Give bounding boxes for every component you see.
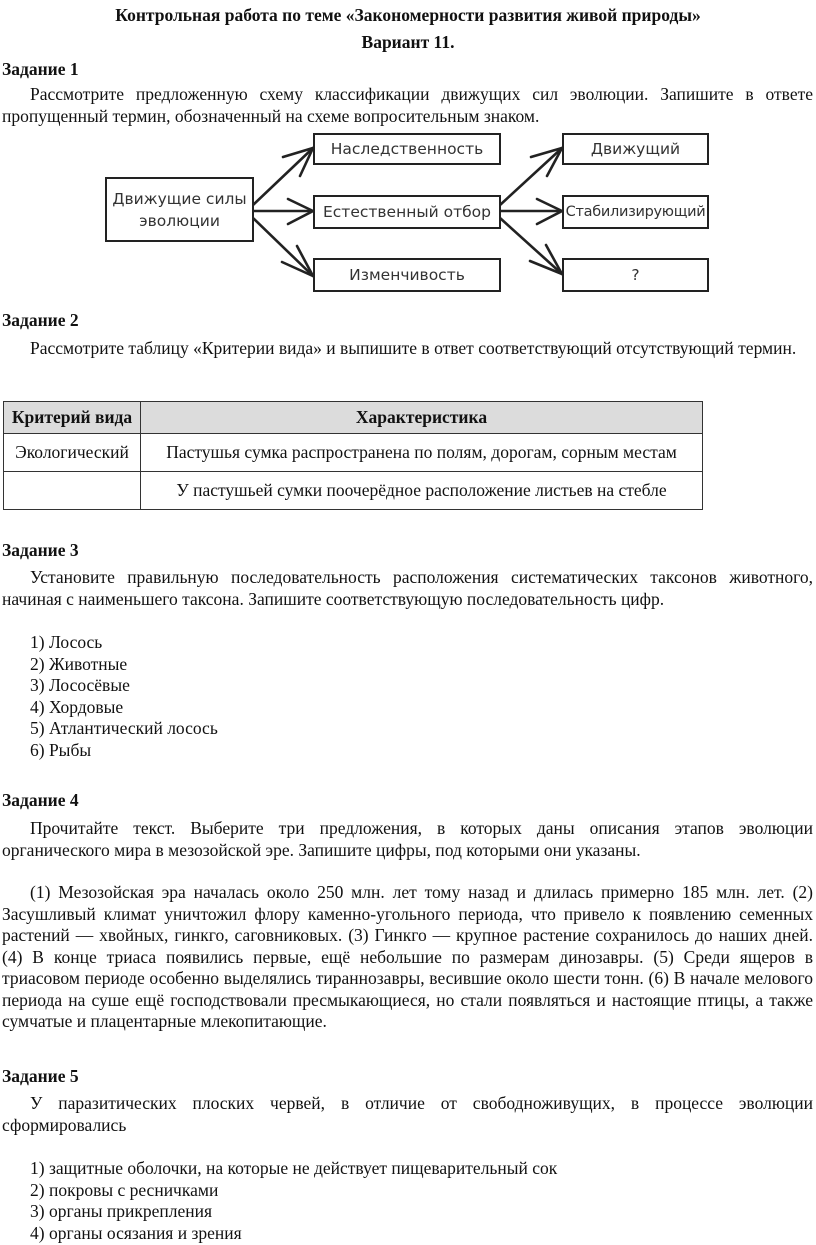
list-item: 1) Лосось xyxy=(30,632,103,652)
task3-text: Установите правильную последовательность расположения систематических таксонов животного, начиная с наименьшего таксона. Запишите соответствующую последовательность цифр. xyxy=(2,567,813,609)
table-cell-characteristic: У пастушьей сумки поочерёдное расположение листьев на стебле xyxy=(141,472,703,510)
task1-heading: Задание 1 xyxy=(2,59,79,79)
diagram-box-variability: Изменчивость xyxy=(313,258,501,292)
table-header-characteristic: Характеристика xyxy=(141,402,703,434)
list-item: 3) органы прикрепления xyxy=(30,1201,213,1221)
diagram-box-heredity: Наследственность xyxy=(313,133,501,165)
task3-heading: Задание 3 xyxy=(2,540,79,560)
task2-heading: Задание 2 xyxy=(2,310,79,330)
task2-text: Рассмотрите таблицу «Критерии вида» и выпишите в ответ соответствующий отсутствующий термин. xyxy=(30,338,797,358)
diagram-root-line2: эволюции xyxy=(139,211,220,230)
table-cell-criterion: Экологический xyxy=(4,434,141,472)
task4-passage: (1) Мезозойская эра началась около 250 млн. лет тому назад и длилась примерно 185 млн. лет. (2) Засушливый климат уничтожил флору каменно-угольного периода, что привело к появлению семенных растений — хвойных, гинкго, саговниковых. (3) Гинкго — крупное растение сохранилось до наших дней. (4) В конце триаса появились первые, ещё небольшие по размерам динозавры. (5) Среди ящеров в триасовом периоде особенно выделялись тираннозавры, весившие около шести тонн. (6) В начале мелового периода на суше ещё господствовали пресмыкающиеся, но стали появляться и настоящие птицы, а также сумчатые и плацентарные млекопитающие. xyxy=(2,882,813,1031)
table-header-criterion: Критерий вида xyxy=(4,402,141,434)
list-item: 5) Атлантический лосось xyxy=(30,718,218,738)
evolution-forces-diagram xyxy=(0,0,816,310)
task5-options xyxy=(30,1158,557,1244)
task1-text: Рассмотрите предложенную схему классификации движущих сил эволюции. Запишите в ответе пропущенный термин, обозначенный на схеме вопросительным знаком. xyxy=(2,84,813,126)
list-item: 2) Животные xyxy=(30,653,128,674)
diagram-root-line1: Движущие силы xyxy=(112,189,247,208)
list-item: 2) покровы с ресничками xyxy=(30,1179,219,1200)
list-item: 1) защитные оболочки, на которые не действует пищеварительный сок xyxy=(30,1158,558,1178)
task5-text: У паразитических плоских червей, в отличие от свободноживущих, в процессе эволюции сформировались xyxy=(2,1093,813,1135)
task5-heading: Задание 5 xyxy=(2,1066,79,1086)
table-row xyxy=(4,434,703,472)
diagram-box-directional: Движущий xyxy=(562,133,709,165)
table-cell-characteristic: Пастушья сумка распространена по полям, дорогам, сорным местам xyxy=(141,434,703,472)
task4-text: Прочитайте текст. Выберите три предложения, в которых даны описания этапов эволюции органического мира в мезозойской эре. Запишите цифры, под которыми они указаны. xyxy=(2,818,813,860)
diagram-box-missing: ? xyxy=(562,258,709,292)
list-item: 6) Рыбы xyxy=(30,739,92,760)
list-item: 3) Лососёвые xyxy=(30,675,130,695)
variant-label: Вариант 11. xyxy=(361,32,455,52)
diagram-root-box xyxy=(105,177,254,242)
table-header-row xyxy=(4,402,703,434)
list-item: 4) органы осязания и зрения xyxy=(30,1222,242,1243)
species-criteria-table xyxy=(3,401,703,510)
task3-options xyxy=(30,632,218,761)
list-item: 4) Хордовые xyxy=(30,696,124,717)
table-cell-criterion-missing xyxy=(4,472,141,510)
task4-heading: Задание 4 xyxy=(2,790,79,810)
diagram-box-stabilizing: Стабилизирующий xyxy=(562,195,709,229)
table-row xyxy=(4,472,703,510)
document-title: Контрольная работа по теме «Закономерности развития живой природы» xyxy=(115,5,701,25)
diagram-box-natural-selection: Естественный отбор xyxy=(313,195,501,229)
